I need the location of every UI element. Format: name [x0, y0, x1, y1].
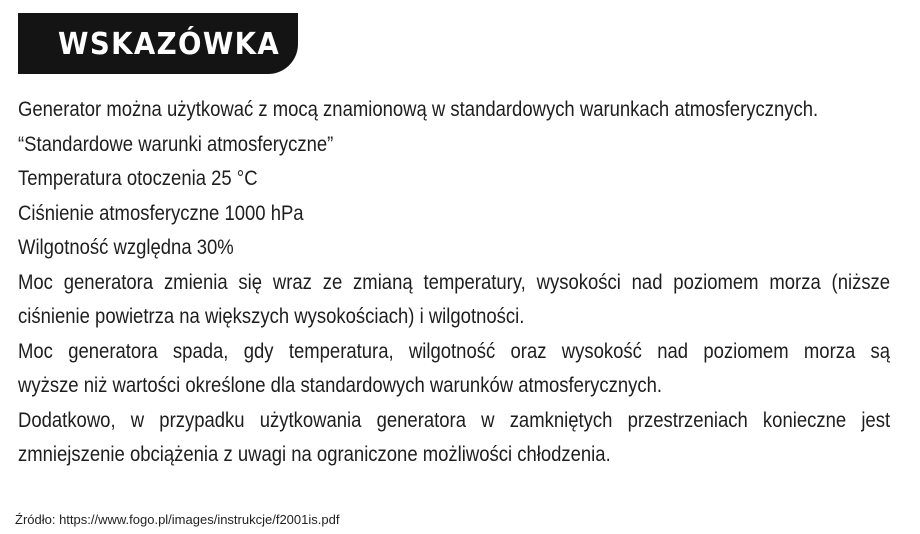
tip-header-banner	[18, 13, 298, 74]
paragraph-line: wyższe niż wartości określone dla standardowych warunków atmosferycznych.	[18, 374, 662, 397]
tip-body	[18, 93, 890, 473]
paragraph-line: Dodatkowo, w przypadku użytkowania generatora w zamkniętych przestrzeniach konieczne jest	[18, 408, 891, 432]
paragraph-line: Ciśnienie atmosferyczne 1000 hPa	[18, 201, 304, 225]
paragraph-line: Moc generatora zmienia się wraz ze zmianą temperatury, wysokości nad poziomem morza (niższe	[18, 270, 891, 294]
paragraph-line: zmniejszenie obciążenia z uwagi na ograniczone możliwości chłodzenia.	[18, 443, 611, 466]
paragraph-line: ciśnienie powietrza na większych wysokościach) i wilgotności.	[18, 305, 525, 328]
paragraph-line: Generator można użytkować z mocą znamionową w standardowych warunkach atmosferycznych.	[18, 98, 819, 121]
paragraph-line: Moc generatora spada, gdy temperatura, wilgotność oraz wysokość nad poziomem morza są	[18, 339, 891, 363]
paragraph-line: Wilgotność względna 30%	[18, 236, 234, 259]
paragraph-line: Temperatura otoczenia 25 °C	[18, 167, 258, 190]
tip-title: WSKAZÓWKA	[58, 27, 281, 62]
source-citation: Źródło: https://www.fogo.pl/images/instrukcje/f2001is.pdf	[15, 512, 340, 527]
paragraph-line: “Standardowe warunki atmosferyczne”	[18, 132, 334, 156]
